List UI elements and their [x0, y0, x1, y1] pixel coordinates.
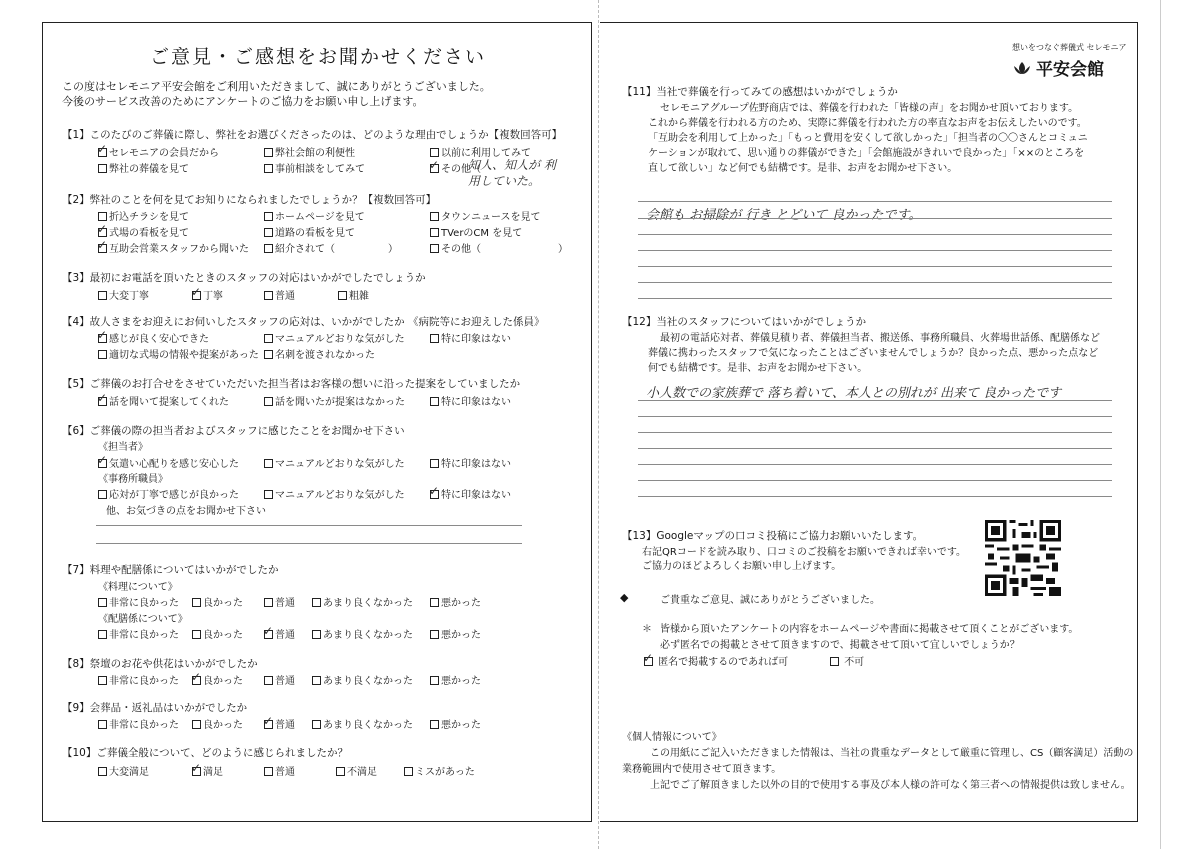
- q12-write-line[interactable]: [638, 496, 1112, 497]
- checkbox[interactable]: [430, 630, 439, 639]
- q11-write-line[interactable]: [638, 250, 1112, 251]
- checkbox[interactable]: [430, 164, 439, 173]
- q9-label: 【9】会葬品・返礼品はいかがでしたか: [62, 702, 248, 714]
- checkbox[interactable]: [430, 334, 439, 343]
- q13-label: 【13】Googleマップの口コミ投稿にご協力お願いいたします。: [622, 530, 924, 542]
- q2-option-townnews[interactable]: タウンニュースを見て: [430, 208, 541, 223]
- q8-good[interactable]: ✓ 良かった: [192, 672, 243, 687]
- q11-handwritten-answer: 会館も お掃除が 行き とどいて 良かったです。: [646, 208, 922, 223]
- q1-option-convenience[interactable]: 弊社会館の利便性: [264, 144, 355, 159]
- q6-staff-option-no-impression[interactable]: 特に印象はない: [430, 455, 511, 470]
- publish-option-no[interactable]: 不可: [830, 653, 864, 668]
- q6-label: 【6】ご葬儀の際の担当者およびスタッフに感じたことをお聞かせ下さい: [62, 425, 405, 437]
- q1-option-consult[interactable]: 事前相談をしてみて: [264, 160, 365, 175]
- checkbox[interactable]: [192, 630, 201, 639]
- q2-option-staff[interactable]: ✓互助会営業スタッフから聞いた: [98, 240, 249, 255]
- q7-label: 【7】料理や配膳係についてはいかがでしたか: [62, 564, 279, 576]
- q4-label: 【4】故人さまをお迎えにお伺いしたスタッフの応対は、いかがでしたか 《病院等にお迎えした係員》: [62, 316, 545, 328]
- checkbox[interactable]: [264, 291, 273, 300]
- checkbox[interactable]: [192, 767, 201, 776]
- q11-write-line[interactable]: [638, 298, 1112, 299]
- checkbox[interactable]: [430, 720, 439, 729]
- q11-write-line[interactable]: [638, 234, 1112, 235]
- checkbox[interactable]: [430, 228, 439, 237]
- checkbox[interactable]: [264, 212, 273, 221]
- privacy-body-1: この用紙にご記入いただきました情報は、当社の貴重なデータとして厳重に管理し、CS（顧客満足）活動の: [650, 748, 1134, 759]
- q11-body-2: これから葬儀を行われる方のため、実際に葬儀を行われた方の率直なお声をお伝えしたいのです。: [648, 118, 1087, 129]
- q7-service-normal[interactable]: ✓ 普通: [264, 626, 295, 641]
- q6-office-option-no-impression[interactable]: ✓ 特に印象はない: [430, 486, 511, 501]
- checkbox[interactable]: [192, 720, 201, 729]
- checkbox[interactable]: [312, 720, 321, 729]
- logo-tagline: 想いをつなぐ葬儀式 セレモニア: [1012, 43, 1127, 52]
- q2-option-flyer[interactable]: 折込チラシを見て: [98, 208, 189, 223]
- q6-sub-office: 《事務所職員》: [98, 474, 168, 485]
- q12-write-line[interactable]: [638, 464, 1112, 465]
- checkbox[interactable]: [430, 212, 439, 221]
- checkbox[interactable]: [430, 148, 439, 157]
- q11-label: 【11】当社で葬儀を行ってみての感想はいかがでしょうか: [622, 86, 898, 98]
- q12-write-line[interactable]: [638, 480, 1112, 481]
- q2-option-referral[interactable]: 紹介されて（: [264, 240, 335, 255]
- publish-line-1: 皆様から頂いたアンケートの内容をホームページや書面に掲載させて頂くことがございます。: [660, 624, 1079, 635]
- q4-option-no-card[interactable]: 名刺を渡されなかった: [264, 346, 375, 361]
- checkbox[interactable]: [98, 397, 107, 406]
- checkbox[interactable]: [98, 148, 107, 157]
- checkbox[interactable]: [98, 676, 107, 685]
- checkbox[interactable]: [312, 598, 321, 607]
- q1-option-other[interactable]: ✓ その他（: [430, 160, 481, 175]
- q12-body-1: 最初の電話応対者、葬儀見積り者、葬儀担当者、搬送係、事務所職員、火葬場世話係、配膳係など: [660, 333, 1100, 344]
- q12-handwritten-answer: 小人数での家族葬で 落ち着いて、本人との別れが 出来て 良かったです: [646, 386, 1062, 401]
- q10-normal[interactable]: 普通: [264, 763, 295, 778]
- intro-line-2: 今後のサービス改善のためにアンケートのご協力をお願い申し上げます。: [62, 95, 424, 108]
- q7-service-good[interactable]: 良かった: [192, 626, 243, 641]
- q12-write-line[interactable]: [638, 432, 1112, 433]
- q1-handwritten-answer: 知人、知人が 利用していた。: [468, 158, 556, 188]
- logo-name: 平安会館: [1036, 60, 1104, 80]
- q7-food-not-good[interactable]: あまり良くなかった: [312, 594, 413, 609]
- checkbox[interactable]: [98, 164, 107, 173]
- q6-other-prompt: 他、お気づきの点をお聞かせ下さい: [106, 506, 266, 517]
- checkbox[interactable]: [264, 490, 273, 499]
- checkbox[interactable]: [430, 598, 439, 607]
- checkbox[interactable]: [430, 676, 439, 685]
- checkbox[interactable]: [264, 397, 273, 406]
- q10-label: 【10】ご葬儀全般について、どのように感じられましたか？: [62, 747, 348, 759]
- asterisk-icon: ＊: [642, 624, 652, 635]
- scan-edge: [1160, 0, 1161, 849]
- q5-option-no-proposal[interactable]: 話を聞いたが提案はなかった: [264, 393, 405, 408]
- checkbox[interactable]: [192, 676, 201, 685]
- q7-service-not-good[interactable]: あまり良くなかった: [312, 626, 413, 641]
- checkbox[interactable]: [264, 676, 273, 685]
- privacy-body-2: 業務範囲内で使用させて頂きます。: [622, 764, 782, 775]
- lotus-icon: [1012, 60, 1032, 76]
- q7-food-normal[interactable]: 普通: [264, 594, 295, 609]
- q11-write-line[interactable]: [638, 218, 1112, 219]
- q2-referral-close: ）: [388, 244, 398, 255]
- publish-option-anonymous[interactable]: ✓ 匿名で掲載するのであれば可: [644, 653, 788, 668]
- q10-unsatisfied[interactable]: 不満足: [336, 763, 377, 778]
- checkbox[interactable]: [430, 459, 439, 468]
- checkbox[interactable]: [830, 657, 839, 666]
- checkbox[interactable]: [98, 720, 107, 729]
- q8-very-good[interactable]: 非常に良かった: [98, 672, 179, 687]
- q10-very-satisfied[interactable]: 大変満足: [98, 763, 149, 778]
- q8-normal[interactable]: 普通: [264, 672, 295, 687]
- q3-label: 【3】最初にお電話を頂いたときのスタッフの対応はいかがでしたでしょうか: [62, 272, 426, 284]
- checkbox[interactable]: [264, 148, 273, 157]
- q2-label: 【2】弊社のことを何を見てお知りになられましたでしょうか？【複数回答可】: [62, 194, 437, 206]
- checkbox[interactable]: [430, 397, 439, 406]
- q9-very-good[interactable]: 非常に良かった: [98, 716, 179, 731]
- q11-body-4: ケーションが取れて、思い通りの葬儀ができた」「会館施設がきれいで良かった」「××のところを: [648, 148, 1085, 159]
- q9-bad[interactable]: 悪かった: [430, 716, 481, 731]
- checkbox[interactable]: [430, 244, 439, 253]
- q1-option-previous[interactable]: 以前に利用してみて: [430, 144, 531, 159]
- q8-bad[interactable]: 悪かった: [430, 672, 481, 687]
- q7-sub-service: 《配膳係について》: [98, 614, 188, 625]
- q7-food-very-good[interactable]: 非常に良かった: [98, 594, 179, 609]
- q6-office-option-polite[interactable]: 応対が丁寧で感じが良かった: [98, 486, 239, 501]
- checkbox[interactable]: [98, 490, 107, 499]
- q12-label: 【12】当社のスタッフについてはいかがでしょうか: [622, 316, 867, 328]
- checkbox[interactable]: [98, 212, 107, 221]
- company-logo: [1012, 42, 1127, 80]
- checkbox[interactable]: [264, 598, 273, 607]
- q11-body-3: 「互助会を利用して上かった」「もっと費用を安くして欲しかった」「担当者の〇〇さんとコミュニ: [648, 133, 1088, 144]
- checkbox[interactable]: [192, 291, 201, 300]
- checkbox[interactable]: [264, 350, 273, 359]
- q5-option-listened[interactable]: ✓話を聞いて提案してくれた: [98, 393, 229, 408]
- diamond-icon: ◆: [620, 591, 629, 604]
- checkbox[interactable]: [264, 164, 273, 173]
- q3-option-polite[interactable]: ✓ 丁寧: [192, 287, 223, 302]
- q7-food-bad[interactable]: 悪かった: [430, 594, 481, 609]
- checkbox[interactable]: [430, 490, 439, 499]
- checkbox[interactable]: [98, 228, 107, 237]
- q12-body-3: 何でも結構です。是非、お声をお聞かせ下さい。: [648, 363, 868, 374]
- checkbox[interactable]: [98, 459, 107, 468]
- q12-write-line[interactable]: [638, 448, 1112, 449]
- checkbox[interactable]: [264, 630, 273, 639]
- intro-line-1: この度はセレモニア平安会館をご利用いただきまして、誠にありがとうございました。: [62, 80, 491, 93]
- checkbox[interactable]: [98, 767, 107, 776]
- q9-normal[interactable]: ✓ 普通: [264, 716, 295, 731]
- q10-mistake[interactable]: ミスがあった: [404, 763, 475, 778]
- checkbox[interactable]: [264, 720, 273, 729]
- checkbox[interactable]: [264, 459, 273, 468]
- q11-write-line[interactable]: [638, 282, 1112, 283]
- publish-line-2: 必ず匿名での掲載とさせて頂きますので、掲載させて頂いて宜しいでしょうか？: [660, 640, 1020, 651]
- checkbox[interactable]: [98, 291, 107, 300]
- q2-option-road-sign[interactable]: 道路の看板を見て: [264, 224, 355, 239]
- q6-write-line[interactable]: [96, 543, 522, 544]
- checkbox[interactable]: [264, 334, 273, 343]
- checkbox[interactable]: [264, 228, 273, 237]
- q4-option-reassured[interactable]: ✓感じが良く安心できた: [98, 330, 209, 345]
- q9-good[interactable]: 良かった: [192, 716, 243, 731]
- q1-option-member[interactable]: ✓セレモニアの会員だから: [98, 144, 219, 159]
- checkbox[interactable]: [264, 767, 273, 776]
- q1-option-saw-funeral[interactable]: 弊社の葬儀を見て: [98, 160, 189, 175]
- q13-body-2: ご協力のほどよろしくお願い申し上げます。: [642, 561, 842, 572]
- q8-not-good[interactable]: あまり良くなかった: [312, 672, 413, 687]
- q7-sub-food: 《料理について》: [98, 582, 178, 593]
- privacy-body-3: 上記でご了解頂きました以外の目的で使用する事及び本人様の許可なく第三者への情報提供は致しません。: [650, 780, 1131, 791]
- checkbox[interactable]: [264, 244, 273, 253]
- q3-option-rude[interactable]: 粗雑: [338, 287, 369, 302]
- checkbox[interactable]: [192, 598, 201, 607]
- checkbox[interactable]: [98, 334, 107, 343]
- checkbox[interactable]: [98, 244, 107, 253]
- q4-option-manual[interactable]: マニュアルどおりな気がした: [264, 330, 405, 345]
- q7-service-very-good[interactable]: 非常に良かった: [98, 626, 179, 641]
- q2-option-website[interactable]: ホームページを見て: [264, 208, 365, 223]
- q6-staff-option-manual[interactable]: マニュアルどおりな気がした: [264, 455, 405, 470]
- q4-option-no-impression[interactable]: 特に印象はない: [430, 330, 511, 345]
- q5-option-no-impression[interactable]: 特に印象はない: [430, 393, 511, 408]
- q2-other-close: ）: [558, 244, 568, 255]
- checkbox[interactable]: [312, 630, 321, 639]
- q5-label: 【5】ご葬儀のお打合せをさせていただいた担当者はお客様の想いに沿った提案をしていましたか: [62, 378, 521, 390]
- checkbox[interactable]: [98, 598, 107, 607]
- q11-write-line[interactable]: [638, 266, 1112, 267]
- checkbox[interactable]: [404, 767, 413, 776]
- q6-sub-staff: 《担当者》: [98, 442, 148, 453]
- page-title: ご意見・ご感想をお聞かせください: [150, 46, 487, 68]
- checkbox[interactable]: [336, 767, 345, 776]
- q3-option-normal[interactable]: 普通: [264, 287, 295, 302]
- q8-label: 【8】祭壇のお花や供花はいかがでしたか: [62, 658, 258, 670]
- q12-write-line[interactable]: [638, 416, 1112, 417]
- q2-option-hall-sign[interactable]: ✓式場の看板を見て: [98, 224, 189, 239]
- q12-write-line[interactable]: [638, 400, 1112, 401]
- checkbox[interactable]: [98, 630, 107, 639]
- q3-option-very-polite[interactable]: 大変丁寧: [98, 287, 149, 302]
- q6-office-option-manual[interactable]: マニュアルどおりな気がした: [264, 486, 405, 501]
- q4-option-info[interactable]: 適切な式場の情報や提案があった: [98, 346, 259, 361]
- q2-option-other[interactable]: その他（: [430, 240, 481, 255]
- q7-food-good[interactable]: 良かった: [192, 594, 243, 609]
- q11-body-1: セレモニアグループ佐野商店では、葬儀を行われた「皆様の声」をお聞かせ頂いております。: [660, 103, 1079, 114]
- q1-label: 【1】このたびのご葬儀に際し、弊社をお選びくださったのは、どのような理由でしょうか【複数回答可】: [62, 129, 563, 141]
- qr-code-icon[interactable]: [985, 520, 1061, 596]
- checkbox[interactable]: [644, 657, 653, 666]
- q10-satisfied[interactable]: ✓ 満足: [192, 763, 223, 778]
- privacy-heading: 《個人情報について》: [622, 732, 722, 743]
- q2-option-tver[interactable]: TVerのCM を見て: [430, 224, 522, 239]
- q13-body-1: 右記QRコードを読み取り、口コミのご投稿をお願いできれば幸いです。: [642, 547, 967, 558]
- checkbox[interactable]: [312, 676, 321, 685]
- checkbox[interactable]: [338, 291, 347, 300]
- closing-thanks: ご貴重なご意見、誠にありがとうございました。: [660, 595, 880, 606]
- q6-staff-option-reassured[interactable]: ✓気遣い心配りを感じ安心した: [98, 455, 239, 470]
- q11-body-5: 直して欲しい」など何でも結構です。是非、お声をお聞かせ下さい。: [648, 163, 958, 174]
- q7-service-bad[interactable]: 悪かった: [430, 626, 481, 641]
- q12-body-2: 葬儀に携わったスタッフで気になったことはございませんでしょうか？良かった点、悪かった点など: [648, 348, 1099, 359]
- q11-write-line[interactable]: [638, 201, 1112, 202]
- checkbox[interactable]: [98, 350, 107, 359]
- q9-not-good[interactable]: あまり良くなかった: [312, 716, 413, 731]
- q6-write-line[interactable]: [96, 525, 522, 526]
